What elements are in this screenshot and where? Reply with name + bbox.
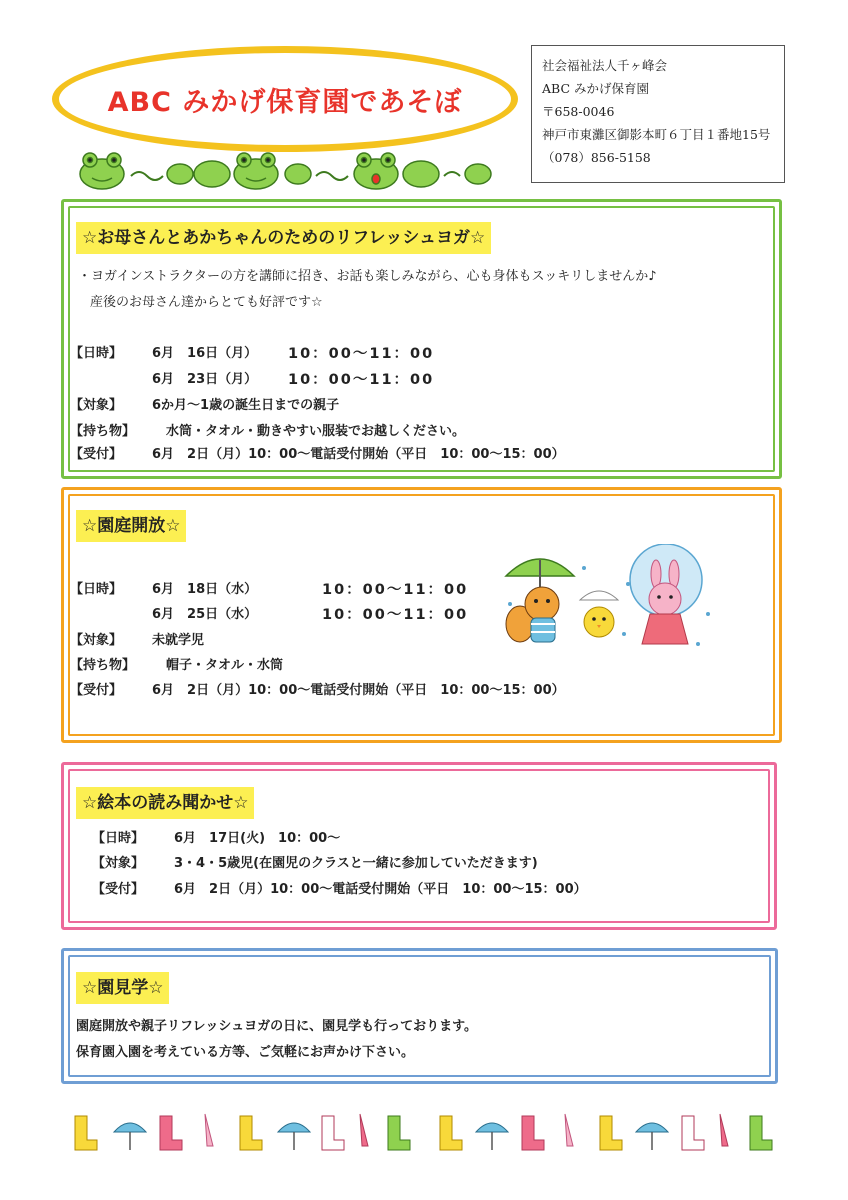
yoga-date-label: 【日時】	[70, 346, 123, 361]
rain-boot-icon	[322, 1116, 344, 1150]
visit-line-2: 保育園入園を考えている方等、ご気軽にお声かけ下さい。	[76, 1045, 415, 1060]
rabbit-icon	[630, 544, 702, 644]
rain-boot-icon	[600, 1116, 622, 1150]
yoga-title: ☆お母さんとあかちゃんのためのリフレッシュヨガ☆	[76, 222, 491, 254]
yoga-reception: 6月 2日（月）10：00～電話受付開始（平日 10：00～15：00）	[152, 447, 565, 462]
garden-items: 帽子・タオル・水筒	[166, 658, 284, 673]
yoga-date-2: 6月 23日（月）	[152, 372, 258, 387]
address-box	[531, 45, 785, 183]
lily-pad-icon	[167, 161, 230, 187]
story-date: 6月 17日(火) 10：00～	[174, 831, 341, 846]
rain-boot-icon	[388, 1116, 410, 1150]
yoga-desc-2: 産後のお母さん達からとても好評です☆	[90, 295, 323, 310]
garden-date-label: 【日時】	[70, 582, 123, 597]
frog-icon	[234, 153, 278, 189]
yoga-items: 水筒・タオル・動きやすい服装でお越しください。	[166, 424, 466, 439]
visit-title: ☆園見学☆	[76, 972, 169, 1004]
closed-umbrella-icon	[565, 1114, 573, 1146]
garden-time-1: 10：00～11：00	[322, 582, 469, 598]
yoga-items-label: 【持ち物】	[70, 424, 136, 439]
address: 神戸市東灘区御影本町６丁目１番地15号	[542, 127, 771, 142]
umbrella-icon	[636, 1123, 668, 1150]
rain-boot-icon	[522, 1116, 544, 1150]
yoga-reception-label: 【受付】	[70, 447, 123, 462]
yoga-target: 6か月～1歳の誕生日までの親子	[152, 398, 340, 413]
title-oval	[52, 46, 518, 152]
umbrella-icon	[278, 1123, 310, 1150]
phone: （078）856-5158	[542, 150, 651, 165]
yoga-date-1: 6月 16日（月）	[152, 346, 258, 361]
chick-icon	[580, 591, 618, 637]
yoga-target-label: 【対象】	[70, 398, 123, 413]
umbrella-icon	[476, 1123, 508, 1150]
page-title: ABC みかげ保育園であそぼ	[107, 86, 463, 118]
frog-decoration	[76, 148, 496, 192]
rain-boot-icon	[440, 1116, 462, 1150]
garden-reception-label: 【受付】	[70, 683, 123, 698]
garden-date-1: 6月 18日（水）	[152, 582, 258, 597]
story-reception-label: 【受付】	[92, 882, 145, 897]
umbrella-icon	[114, 1123, 146, 1150]
story-title: ☆絵本の読み聞かせ☆	[76, 787, 254, 819]
story-date-label: 【日時】	[92, 831, 145, 846]
rain-boot-icon	[240, 1116, 262, 1150]
rain-boot-icon	[682, 1116, 704, 1150]
closed-umbrella-icon	[720, 1114, 728, 1146]
postal-code: 〒658-0046	[542, 104, 615, 119]
story-target: 3・4・5歳児(在園児のクラスと一緒に参加していただきます)	[174, 856, 538, 871]
frog-icon	[354, 153, 398, 189]
garden-target: 未就学児	[152, 633, 205, 648]
rain-boot-icon	[75, 1116, 97, 1150]
garden-target-label: 【対象】	[70, 633, 123, 648]
rainy-animals-illustration	[498, 544, 718, 659]
lily-pad-icon	[285, 164, 311, 184]
story-reception: 6月 2日（月）10：00～電話受付開始（平日 10：00～15：00）	[174, 882, 587, 897]
closed-umbrella-icon	[360, 1114, 368, 1146]
yoga-desc-1: ・ヨガインストラクターの方を講師に招き、お話も楽しみながら、心も身体もスッキリしませんか♪	[78, 269, 657, 284]
garden-date-2: 6月 25日（水）	[152, 607, 258, 622]
frog-icon	[80, 153, 124, 189]
garden-items-label: 【持ち物】	[70, 658, 136, 673]
footer-decoration	[70, 1108, 780, 1156]
story-target-label: 【対象】	[92, 856, 145, 871]
lily-pad-icon	[465, 164, 491, 184]
garden-reception: 6月 2日（月）10：00～電話受付開始（平日 10：00～15：00）	[152, 683, 565, 698]
visit-line-1: 園庭開放や親子リフレッシュヨガの日に、園見学も行っております。	[76, 1019, 478, 1034]
rain-boot-icon	[160, 1116, 182, 1150]
closed-umbrella-icon	[205, 1114, 213, 1146]
squirrel-icon	[506, 587, 559, 642]
garden-title: ☆園庭開放☆	[76, 510, 186, 542]
yoga-time-1: 10：00～11：00	[288, 346, 435, 362]
yoga-time-2: 10：00～11：00	[288, 372, 435, 388]
school-name: ABC みかげ保育園	[542, 81, 649, 96]
garden-time-2: 10：00～11：00	[322, 607, 469, 623]
org-name: 社会福祉法人千ヶ峰会	[542, 58, 668, 73]
rain-boot-icon	[750, 1116, 772, 1150]
lily-pad-icon	[403, 161, 439, 187]
